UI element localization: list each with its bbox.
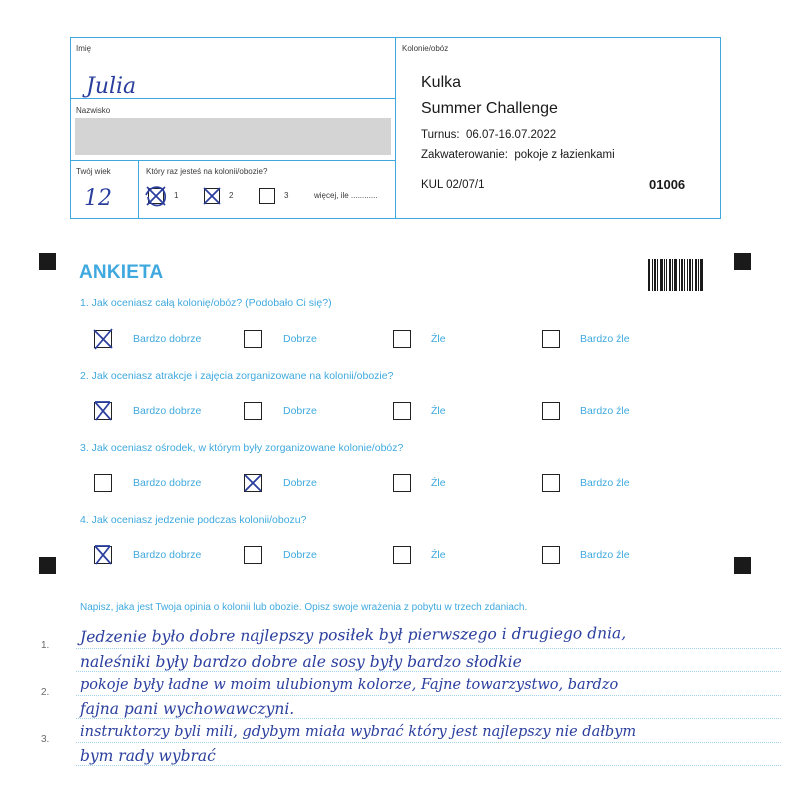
age-value: 12: [84, 186, 112, 211]
form-number: 01006: [649, 177, 686, 192]
handwriting-line-4: fajna pani wychowawczyni.: [80, 700, 295, 718]
question-4: 4. Jak oceniasz jedzenie podczas kolonii/obozu?: [80, 514, 307, 526]
q2-option-bardzo-zle: Bardzo źle: [580, 405, 630, 417]
age-label: Twój wiek: [76, 167, 111, 176]
check-mark-icon: [145, 185, 169, 209]
question-1: 1. Jak oceniasz całą kolonię/obóz? (Podobało Ci się?): [80, 297, 332, 309]
check-mark-icon: [91, 399, 117, 425]
times-checkbox-2[interactable]: [204, 188, 220, 204]
q3-checkbox-zle[interactable]: [393, 474, 411, 492]
q2-option-bardzo-dobrze: Bardzo dobrze: [133, 405, 202, 417]
alignment-marker: [734, 557, 751, 574]
question-3: 3. Jak oceniasz ośrodek, w którym były zorganizowane kolonie/obóz?: [80, 442, 404, 454]
alignment-marker: [39, 253, 56, 270]
barcode: [648, 259, 704, 291]
q3-option-dobrze: Dobrze: [283, 477, 317, 489]
alignment-marker: [734, 253, 751, 270]
q3-checkbox-dobrze[interactable]: [244, 474, 262, 492]
q4-option-bardzo-zle: Bardzo źle: [580, 549, 630, 561]
check-mark-icon: [201, 185, 225, 209]
surname-label: Nazwisko: [76, 106, 111, 115]
header-divider: [395, 38, 396, 218]
q1-checkbox-zle[interactable]: [393, 330, 411, 348]
camp-name: Kulka: [421, 74, 462, 91]
times-label: Który raz jesteś na kolonii/obozie?: [146, 167, 268, 176]
survey-title: ANKIETA: [79, 262, 164, 283]
q2-checkbox-bardzo-zle[interactable]: [542, 402, 560, 420]
camp-label: Kolonie/obóz: [402, 44, 449, 53]
handwriting-line-2: naleśniki były bardzo dobre ale sosy były bardzo słodkie: [80, 653, 522, 671]
opinion-prompt: Napisz, jaka jest Twoja opinia o kolonii lub obozie. Opisz swoje wrażenia z pobytu w trzech zdaniach.: [80, 602, 528, 613]
camp-program: Summer Challenge: [421, 100, 558, 117]
q4-checkbox-zle[interactable]: [393, 546, 411, 564]
times-more: więcej, ile ............: [314, 191, 378, 200]
q1-option-bardzo-zle: Bardzo źle: [580, 333, 630, 345]
accommodation-label: Zakwaterowanie:: [421, 149, 508, 161]
handwriting-line-6: bym rady wybrać: [80, 747, 216, 765]
check-mark-icon: [91, 543, 117, 569]
surname-redaction: [75, 118, 391, 155]
q3-option-bardzo-dobrze: Bardzo dobrze: [133, 477, 202, 489]
header-divider: [138, 160, 139, 218]
writing-line: [76, 648, 781, 649]
check-mark-icon: [241, 471, 267, 497]
camp-code: KUL 02/07/1: [421, 179, 485, 191]
q2-checkbox-bardzo-dobrze[interactable]: [94, 402, 112, 420]
accommodation: [421, 149, 615, 161]
writing-line: [76, 695, 781, 696]
q4-option-bardzo-dobrze: Bardzo dobrze: [133, 549, 202, 561]
writing-line: [76, 765, 781, 766]
alignment-marker: [39, 557, 56, 574]
q1-option-bardzo-dobrze: Bardzo dobrze: [133, 333, 202, 345]
line-number-1: 1.: [41, 640, 50, 651]
q1-option-zle: Źle: [431, 333, 446, 345]
handwriting-line-5: instruktorzy byli mili, gdybym miała wybrać który jest najlepszy nie dałbym: [80, 724, 637, 740]
writing-line: [76, 671, 781, 672]
name-value: Julia: [86, 74, 137, 99]
line-number-2: 2.: [41, 687, 50, 698]
check-mark-icon: [91, 327, 117, 353]
handwriting-line-3: pokoje były ładne w moim ulubionym kolorze, Fajne towarzystwo, bardzo: [80, 677, 619, 693]
accommodation-value: pokoje z łazienkami: [514, 149, 615, 161]
handwriting-line-1: Jedzenie było dobre najlepszy posiłek był pierwszego i drugiego dnia,: [79, 624, 627, 646]
q4-checkbox-dobrze[interactable]: [244, 546, 262, 564]
writing-line: [76, 718, 781, 719]
q2-option-zle: Źle: [431, 405, 446, 417]
q4-checkbox-bardzo-zle[interactable]: [542, 546, 560, 564]
q2-checkbox-dobrze[interactable]: [244, 402, 262, 420]
q2-option-dobrze: Dobrze: [283, 405, 317, 417]
times-checkbox-3[interactable]: [259, 188, 275, 204]
q1-checkbox-bardzo-dobrze[interactable]: [94, 330, 112, 348]
times-option-3: 3: [284, 191, 289, 200]
header-divider: [71, 160, 395, 161]
q3-option-bardzo-zle: Bardzo źle: [580, 477, 630, 489]
q3-option-zle: Źle: [431, 477, 446, 489]
q1-option-dobrze: Dobrze: [283, 333, 317, 345]
name-label: Imię: [76, 44, 92, 53]
times-option-2: 2: [229, 191, 234, 200]
q1-checkbox-bardzo-zle[interactable]: [542, 330, 560, 348]
turnus-label: Turnus:: [421, 129, 460, 141]
writing-line: [76, 742, 781, 743]
times-checkbox-1[interactable]: [148, 188, 164, 204]
line-number-3: 3.: [41, 734, 50, 745]
turnus: [421, 129, 556, 141]
times-option-1: 1: [174, 191, 179, 200]
q4-checkbox-bardzo-dobrze[interactable]: [94, 546, 112, 564]
q4-option-zle: Źle: [431, 549, 446, 561]
question-2: 2. Jak oceniasz atrakcje i zajęcia zorganizowane na kolonii/obozie?: [80, 370, 394, 382]
q2-checkbox-zle[interactable]: [393, 402, 411, 420]
turnus-value: 06.07-16.07.2022: [465, 129, 557, 141]
q3-checkbox-bardzo-zle[interactable]: [542, 474, 560, 492]
q4-option-dobrze: Dobrze: [283, 549, 317, 561]
q1-checkbox-dobrze[interactable]: [244, 330, 262, 348]
q3-checkbox-bardzo-dobrze[interactable]: [94, 474, 112, 492]
